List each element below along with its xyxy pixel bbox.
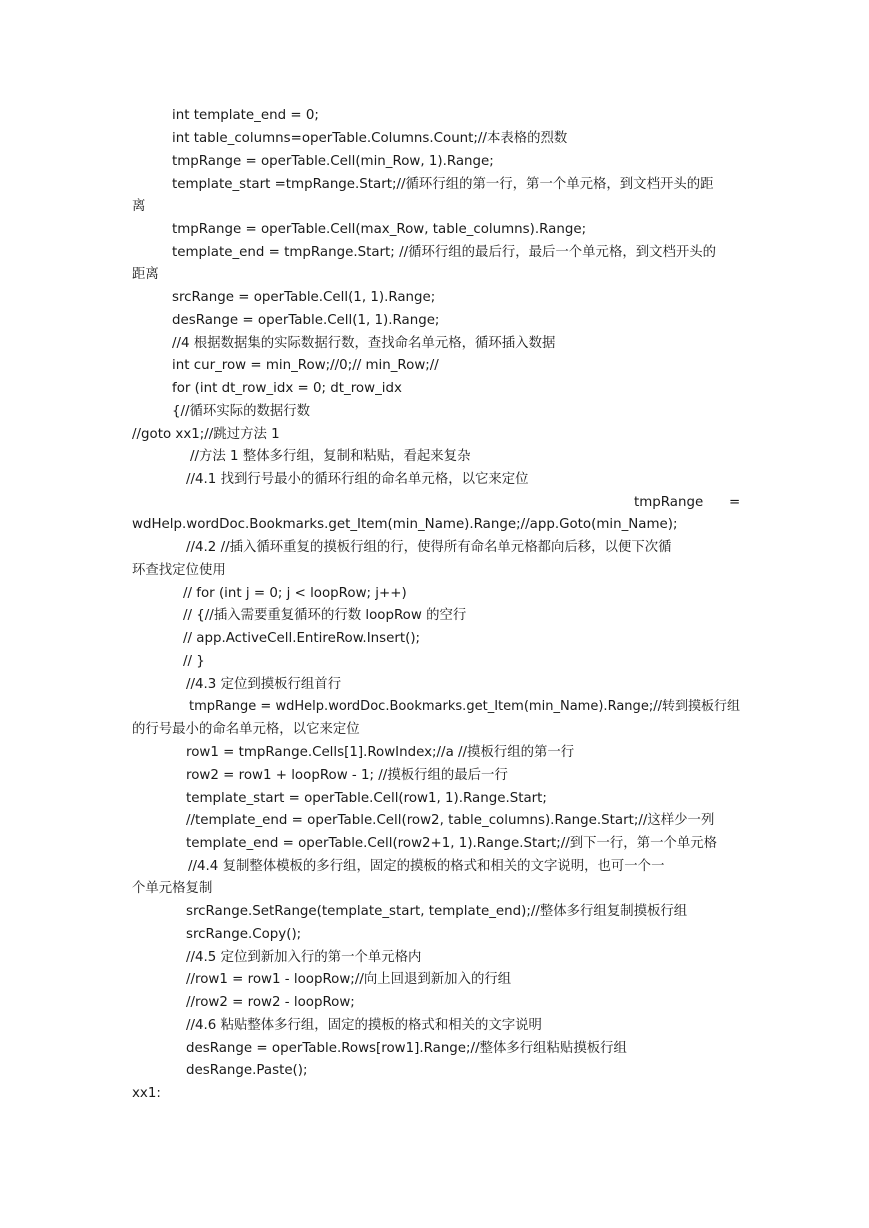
code-line: srcRange = operTable.Cell(1, 1).Range; xyxy=(172,290,436,305)
code-line: 离 xyxy=(132,199,146,214)
code-line: // app.ActiveCell.EntireRow.Insert(); xyxy=(183,631,421,646)
code-line: //4.5 定位到新加入行的第一个单元格内 xyxy=(186,950,422,965)
code-line: tmpRange = operTable.Cell(min_Row, 1).Range; xyxy=(172,154,494,169)
code-line: //4.6 粘贴整体多行组，固定的摸板的格式和相关的文字说明 xyxy=(186,1018,542,1033)
code-line: // } xyxy=(183,654,205,669)
code-line: tmpRange xyxy=(634,495,704,510)
code-line: srcRange.SetRange(template_start, template_end);//整体多行组复制摸板行组 xyxy=(186,904,688,919)
code-line: row2 = row1 + loopRow - 1; //摸板行组的最后一行 xyxy=(186,768,508,783)
code-line: //方法 1 整体多行组，复制和粘贴，看起来复杂 xyxy=(190,449,471,464)
code-line: template_start =tmpRange.Start;//循环行组的第一行，第一个单元格，到文档开头的距 xyxy=(172,177,714,192)
code-line: desRange = operTable.Cell(1, 1).Range; xyxy=(172,313,440,328)
code-line: //template_end = operTable.Cell(row2, table_columns).Range.Start;//这样少一列 xyxy=(186,813,715,828)
code-line: tmpRange = operTable.Cell(max_Row, table_columns).Range; xyxy=(172,222,587,237)
code-line: //row2 = row2 - loopRow; xyxy=(186,995,355,1010)
code-label: xx1: xyxy=(132,1086,161,1101)
code-line: = xyxy=(729,495,741,510)
code-line: 距离 xyxy=(132,267,159,282)
code-line: desRange = operTable.Rows[row1].Range;//整体多行组粘贴摸板行组 xyxy=(186,1041,627,1056)
code-line: //row1 = row1 - loopRow;//向上回退到新加入的行组 xyxy=(186,972,512,987)
code-line: wdHelp.wordDoc.Bookmarks.get_Item(min_Name).Range;//app.Goto(min_Name); xyxy=(132,517,678,532)
code-line: //4.2 //插入循环重复的摸板行组的行，使得所有命名单元格都向后移，以便下次循 xyxy=(186,540,672,555)
code-line: 个单元格复制 xyxy=(132,881,213,896)
code-line: template_end = tmpRange.Start; //循环行组的最后行，最后一个单元格，到文档开头的 xyxy=(172,245,717,260)
code-line: row1 = tmpRange.Cells[1].RowIndex;//a //摸板行组的第一行 xyxy=(186,745,575,760)
code-line: //4.4 复制整体模板的多行组，固定的摸板的格式和相关的文字说明，也可一个一 xyxy=(188,859,665,874)
code-line: desRange.Paste(); xyxy=(186,1063,308,1078)
code-line: //4.3 定位到摸板行组首行 xyxy=(186,677,342,692)
code-line: // {//插入需要重复循环的行数 loopRow 的空行 xyxy=(183,608,467,623)
code-line: //goto xx1;//跳过方法 1 xyxy=(132,427,280,442)
code-line: //4 根据数据集的实际数据行数，查找命名单元格，循环插入数据 xyxy=(172,336,556,351)
code-line: 环查找定位使用 xyxy=(132,563,226,578)
code-line: int table_columns=operTable.Columns.Count;//本表格的烈数 xyxy=(172,131,568,146)
code-line: int cur_row = min_Row;//0;// min_Row;// xyxy=(172,358,439,373)
code-line: // for (int j = 0; j < loopRow; j++) xyxy=(183,586,407,601)
code-line: template_start = operTable.Cell(row1, 1).Range.Start; xyxy=(186,791,547,806)
code-line: tmpRange = wdHelp.wordDoc.Bookmarks.get_Item(min_Name).Range;//转到摸板行组 xyxy=(189,699,741,714)
code-line: //4.1 找到行号最小的循环行组的命名单元格，以它来定位 xyxy=(186,472,529,487)
code-line: 的行号最小的命名单元格，以它来定位 xyxy=(132,722,360,737)
code-line: for (int dt_row_idx = 0; dt_row_idx xyxy=(172,381,402,396)
code-line: template_end = operTable.Cell(row2+1, 1).Range.Start;//到下一行，第一个单元格 xyxy=(186,836,718,851)
code-line: int template_end = 0; xyxy=(172,108,319,123)
code-line: {//循环实际的数据行数 xyxy=(172,404,311,419)
code-line: srcRange.Copy(); xyxy=(186,927,302,942)
